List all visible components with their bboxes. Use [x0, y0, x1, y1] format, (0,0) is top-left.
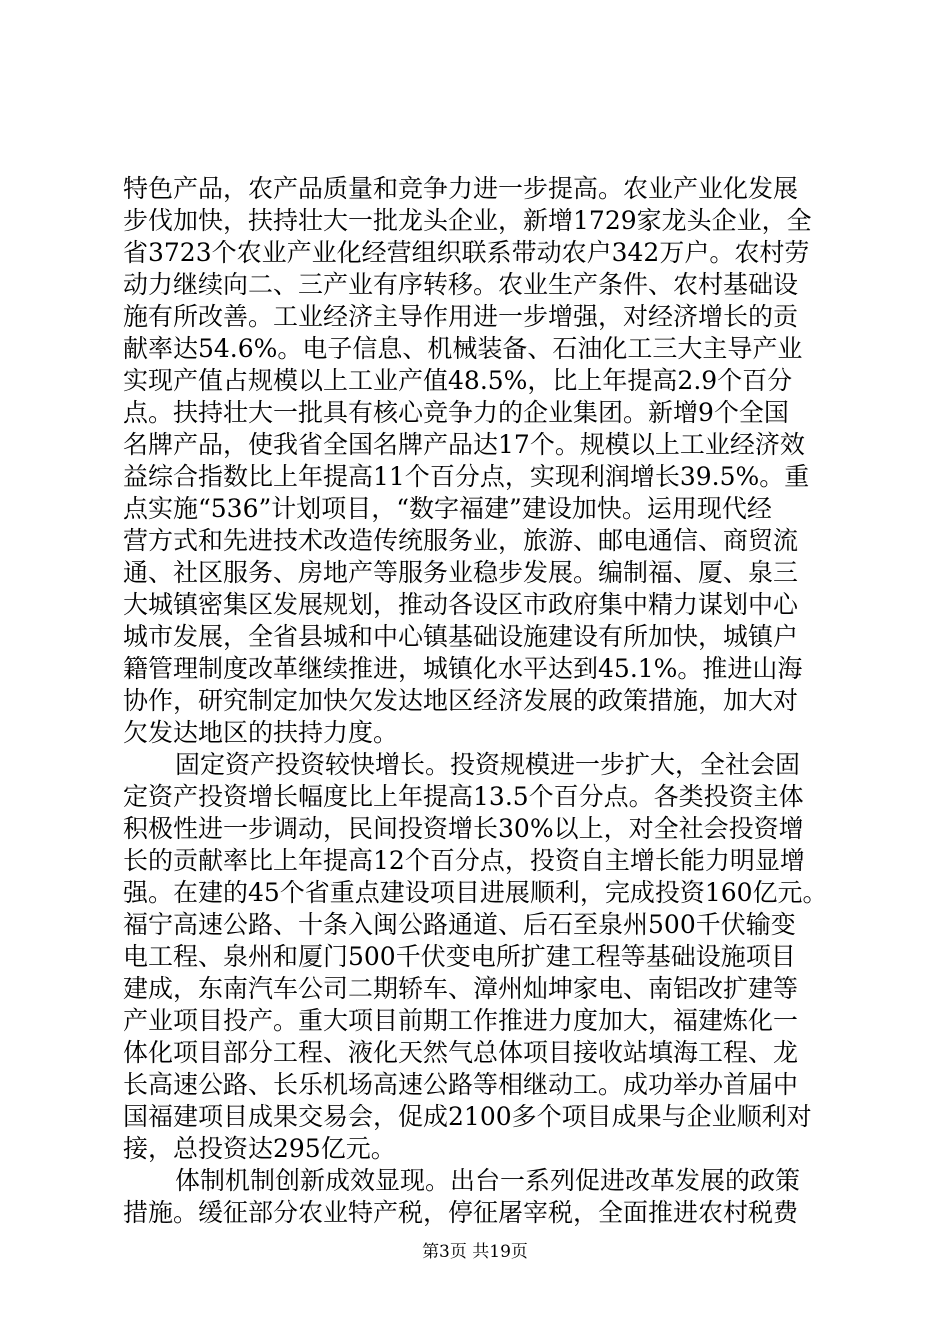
- text-line: 国福建项目成果交易会，促成2100多个项目成果与企业顺利对: [123, 1102, 812, 1131]
- text-line: 益综合指数比上年提高11个百分点，实现利润增长39.5%。重: [123, 462, 810, 491]
- text-line: 产业项目投产。重大项目前期工作推进力度加大，福建炼化一: [123, 1006, 799, 1035]
- text-line: 建成，东南汽车公司二期轿车、漳州灿坤家电、南铝改扩建等: [123, 974, 799, 1003]
- text-line: 名牌产品，使我省全国名牌产品达17个。规模以上工业经济效: [123, 430, 805, 459]
- text-line: 省3723个农业产业化经营组织联系带动农户342万户。农村劳: [123, 238, 810, 267]
- paragraph-first-line: 体制机制创新成效显现。出台一系列促进改革发展的政策: [175, 1166, 801, 1195]
- text-line: 城市发展，全省县城和中心镇基础设施建设有所加快，城镇户: [123, 622, 799, 651]
- text-line: 长高速公路、长乐机场高速公路等相继动工。成功举办首届中: [123, 1070, 799, 1099]
- text-line: 措施。缓征部分农业特产税，停征屠宰税，全面推进农村税费: [123, 1198, 799, 1227]
- text-line: 籍管理制度改革继续推进，城镇化水平达到45.1%。推进山海: [123, 654, 803, 683]
- text-line: 定资产投资增长幅度比上年提高13.5个百分点。各类投资主体: [123, 782, 804, 811]
- text-line: 特色产品，农产品质量和竞争力进一步提高。农业产业化发展: [123, 174, 799, 203]
- text-line: 强。在建的45个省重点建设项目进展顺利，完成投资160亿元。: [123, 878, 828, 907]
- text-line: 大城镇密集区发展规划，推动各设区市政府集中精力谋划中心: [123, 590, 799, 619]
- text-line: 协作，研究制定加快欠发达地区经济发展的政策措施，加大对: [123, 686, 799, 715]
- text-line: 福宁高速公路、十条入闽公路通道、后石至泉州500千伏输变: [123, 910, 796, 939]
- text-line: 实现产值占规模以上工业产值48.5%，比上年提高2.9个百分: [123, 366, 793, 395]
- text-line: 营方式和先进技术改造传统服务业，旅游、邮电通信、商贸流: [123, 526, 799, 555]
- text-line: 积极性进一步调动，民间投资增长30%以上，对全社会投资增: [123, 814, 804, 843]
- text-line: 步伐加快，扶持壮大一批龙头企业，新增1729家龙头企业，全: [123, 206, 812, 235]
- page-number-footer: 第3页 共19页: [422, 1242, 528, 1262]
- text-line: 点实施“536”计划项目，“数字福建”建设加快。运用现代经: [123, 494, 772, 523]
- text-line: 通、社区服务、房地产等服务业稳步发展。编制福、厦、泉三: [123, 558, 799, 587]
- text-line: 欠发达地区的扶持力度。: [123, 718, 399, 747]
- text-line: 点。扶持壮大一批具有核心竞争力的企业集团。新增9个全国: [123, 398, 789, 427]
- paragraph-first-line: 固定资产投资较快增长。投资规模进一步扩大，全社会固: [175, 750, 801, 779]
- text-line: 接，总投资达295亿元。: [123, 1134, 396, 1163]
- text-line: 献率达54.6%。电子信息、机械装备、石油化工三大主导产业: [123, 334, 803, 363]
- text-line: 电工程、泉州和厦门500千伏变电所扩建工程等基础设施项目: [123, 942, 796, 971]
- text-line: 体化项目部分工程、液化天然气总体项目接收站填海工程、龙: [123, 1038, 799, 1067]
- text-line: 动力继续向二、三产业有序转移。农业生产条件、农村基础设: [123, 270, 799, 299]
- text-line: 长的贡献率比上年提高12个百分点，投资自主增长能力明显增: [123, 846, 805, 875]
- text-line: 施有所改善。工业经济主导作用进一步增强，对经济增长的贡: [123, 302, 799, 331]
